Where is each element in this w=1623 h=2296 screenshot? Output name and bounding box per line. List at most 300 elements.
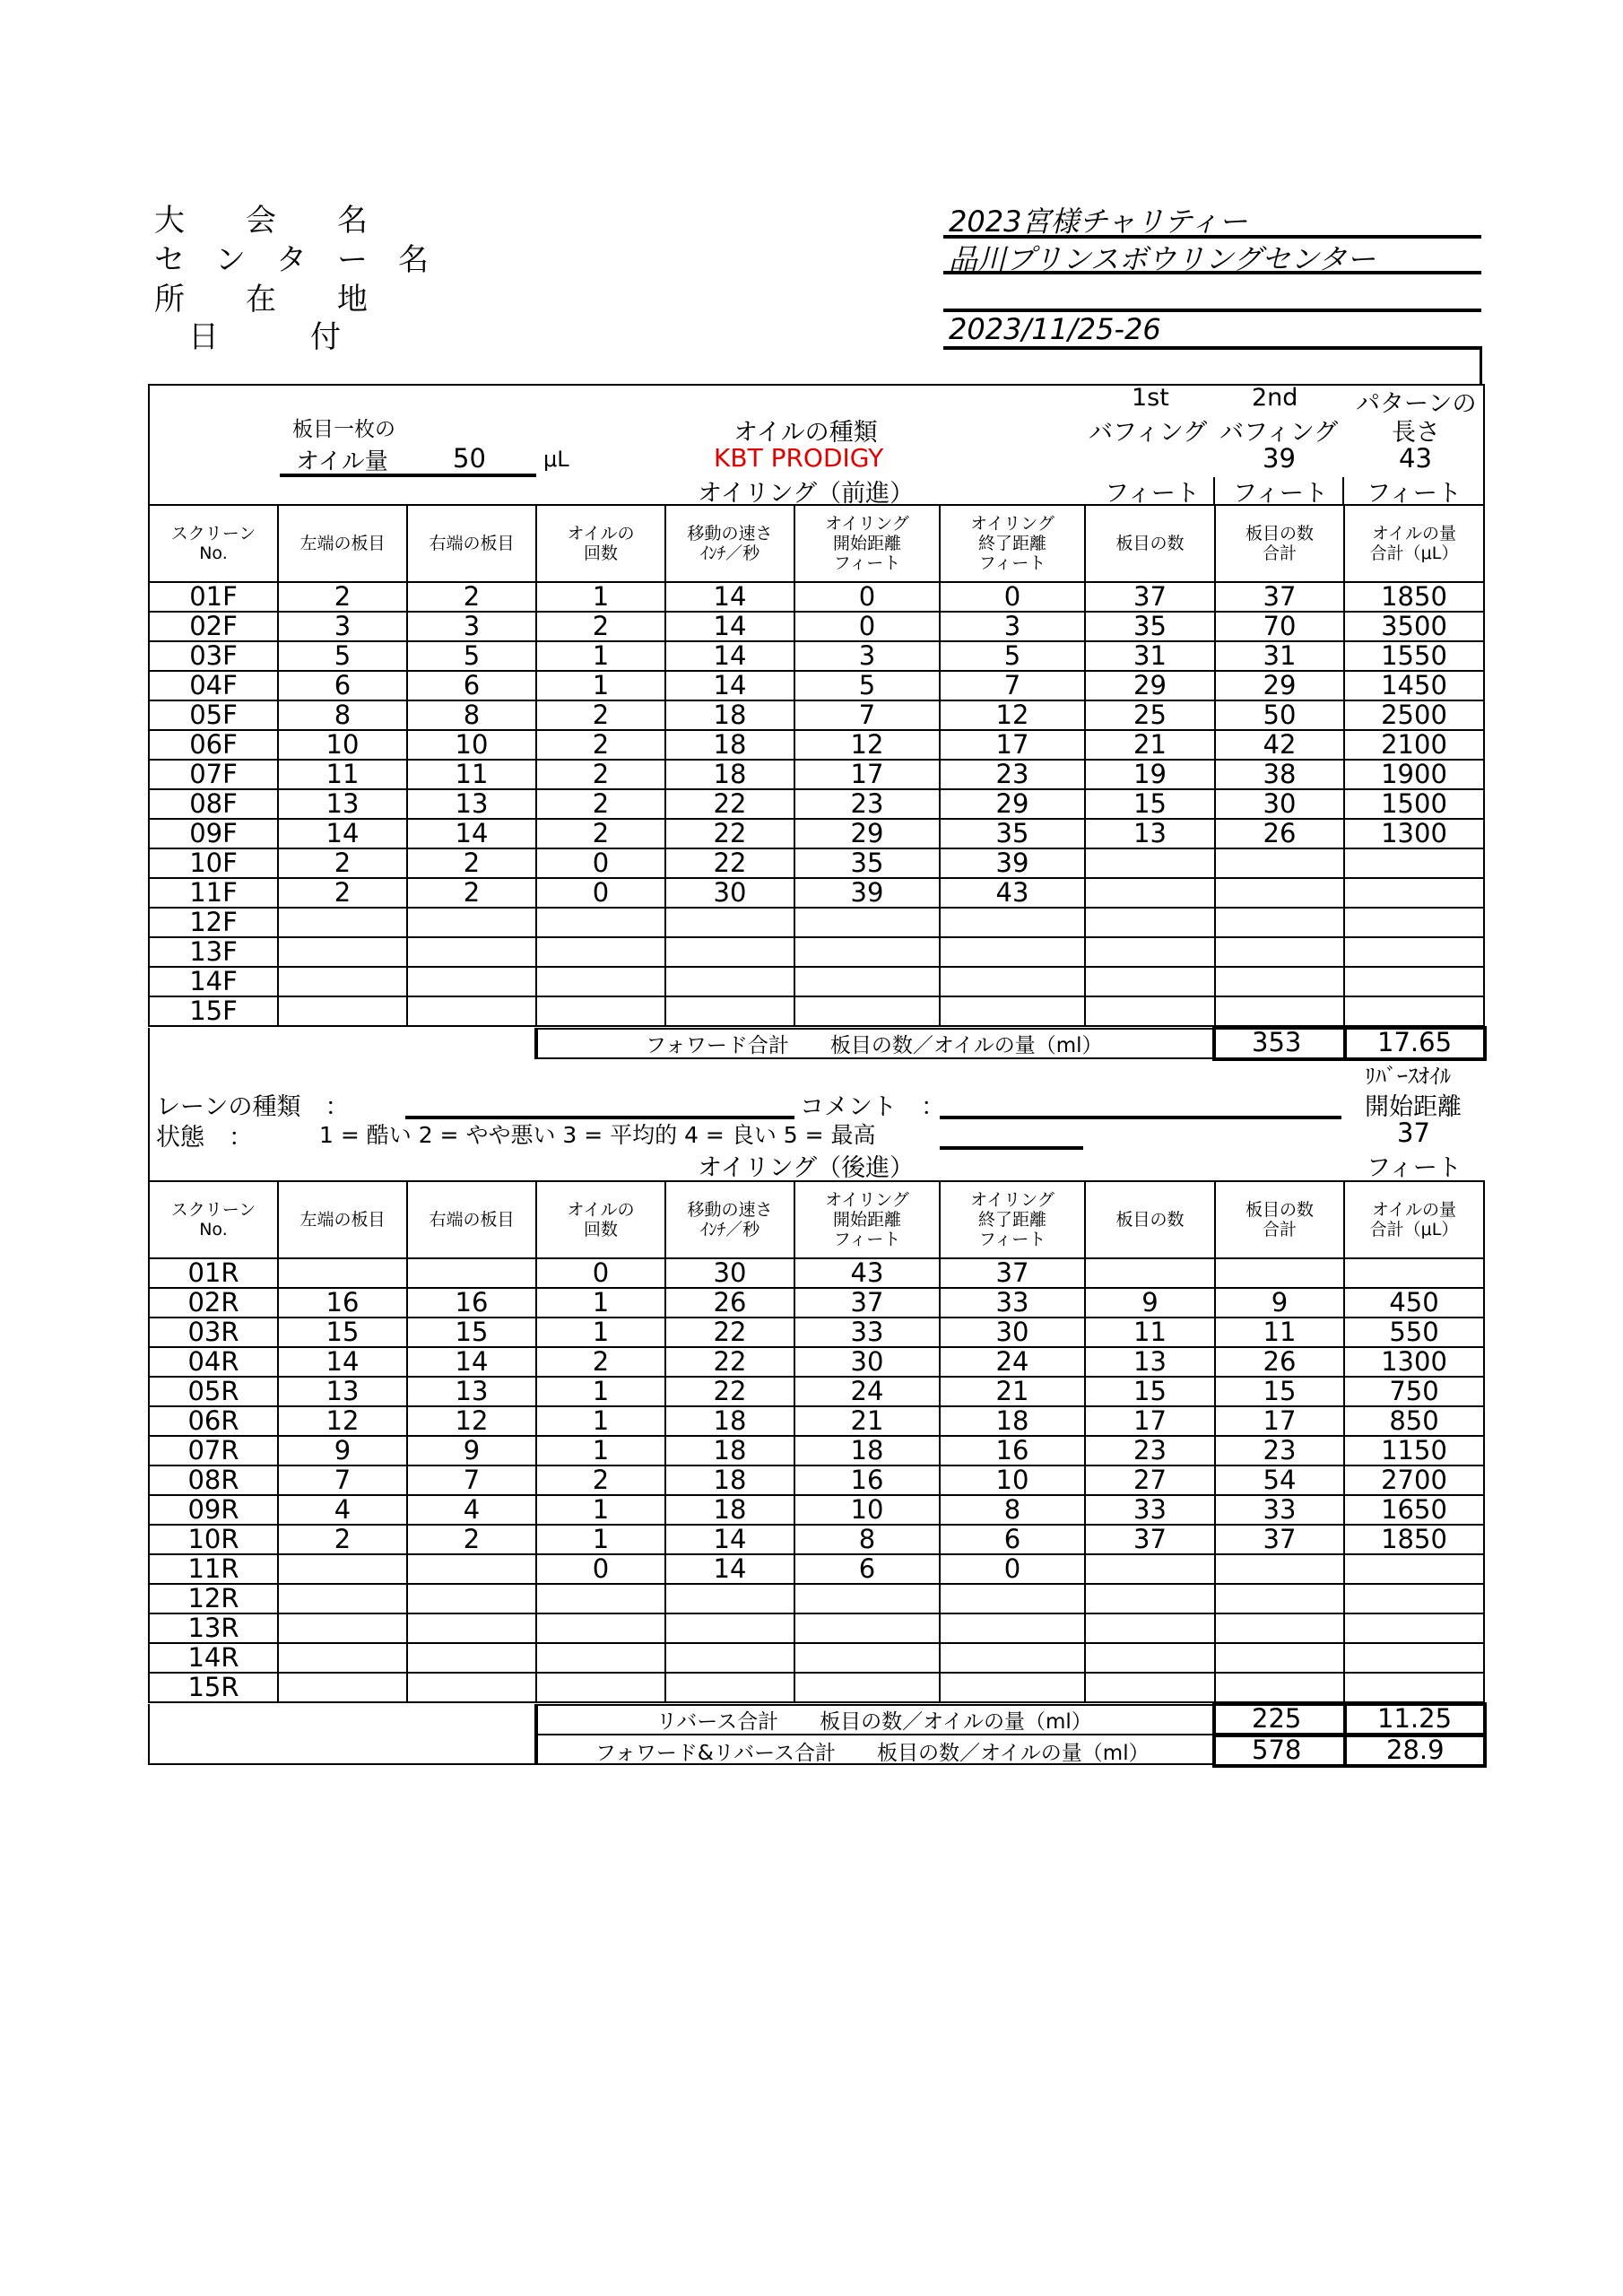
pattern-value: 43: [1399, 443, 1432, 474]
table-cell: [407, 1673, 536, 1702]
table-cell: 17: [940, 730, 1085, 760]
table-cell: 29: [1085, 671, 1215, 700]
table-cell: 7: [407, 1465, 536, 1495]
table-cell: 2: [278, 848, 407, 878]
column-header-line: 板目の数: [1115, 534, 1185, 553]
screen-number-cell: 04R: [149, 1347, 278, 1377]
table-cell: 15: [1085, 1377, 1215, 1406]
column-header: [794, 505, 940, 582]
table-cell: 2: [407, 848, 536, 878]
table-cell: [1215, 1584, 1344, 1613]
table-cell: 11: [278, 760, 407, 789]
table-row: [149, 612, 1484, 641]
table-cell: 21: [940, 1377, 1085, 1406]
condition-scale: 1 = 酷い 2 = やや悪い 3 = 平均的 4 = 良い 5 = 最高: [319, 1122, 876, 1148]
forward-column-header: [149, 505, 1484, 582]
table-cell: 14: [665, 612, 794, 641]
table-cell: 5: [407, 641, 536, 671]
screen-number-cell: 03R: [149, 1318, 278, 1347]
table-cell: [1215, 1673, 1344, 1702]
table-cell: [278, 1613, 407, 1643]
table-cell: [794, 937, 940, 967]
table-cell: [1344, 1643, 1484, 1673]
table-cell: 30: [940, 1318, 1085, 1347]
table-cell: [407, 1643, 536, 1673]
table-cell: [1344, 1554, 1484, 1584]
column-header-line: フィート: [833, 1230, 901, 1249]
table-cell: 13: [1085, 1347, 1215, 1377]
table-cell: 27: [1085, 1465, 1215, 1495]
screen-number-cell: 14F: [149, 967, 278, 996]
reverse-total-boards: 225: [1252, 1703, 1302, 1734]
middle-left-border: [148, 1057, 150, 1180]
screen-number-cell: 12R: [149, 1584, 278, 1613]
table-cell: 13: [407, 1377, 536, 1406]
table-cell: 2700: [1344, 1465, 1484, 1495]
table-cell: 18: [665, 730, 794, 760]
table-cell: 8: [278, 700, 407, 730]
table-cell: [407, 1584, 536, 1613]
forward-total-boards: 353: [1252, 1027, 1302, 1057]
table-cell: 450: [1344, 1288, 1484, 1318]
table-cell: [1215, 908, 1344, 937]
table-cell: 54: [1215, 1465, 1344, 1495]
table-cell: 1650: [1344, 1495, 1484, 1525]
table-cell: 4: [278, 1495, 407, 1525]
table-cell: 2: [536, 789, 665, 819]
column-header-line: 開始距離: [832, 534, 901, 553]
column-header-line: スクリーン: [170, 1200, 256, 1220]
buff2-label-b: バフィング: [1219, 419, 1339, 447]
column-header: [149, 1181, 278, 1258]
oil-amount-value: 50: [453, 443, 486, 474]
table-cell: [1344, 1584, 1484, 1613]
table-cell: 17: [794, 760, 940, 789]
reverse-total-left: [148, 1704, 538, 1765]
table-cell: [1085, 878, 1215, 908]
table-cell: [278, 937, 407, 967]
pattern-feet: フィート: [1367, 480, 1462, 508]
table-cell: [1344, 878, 1484, 908]
table-cell: 1: [536, 1288, 665, 1318]
table-cell: 37: [1215, 582, 1344, 612]
column-header-line: 右端の板目: [429, 1210, 515, 1230]
table-cell: 9: [407, 1436, 536, 1465]
table-cell: 26: [1215, 819, 1344, 848]
table-cell: 5: [794, 671, 940, 700]
screen-number-cell: 12F: [149, 908, 278, 937]
column-header-line: ｲﾝﾁ／秒: [699, 1220, 760, 1239]
oil-amount-unit: μL: [543, 447, 569, 472]
table-cell: 2: [536, 1465, 665, 1495]
table-cell: 30: [1215, 789, 1344, 819]
table-cell: 38: [1215, 760, 1344, 789]
table-cell: 25: [1085, 700, 1215, 730]
table-cell: 1850: [1344, 582, 1484, 612]
table-cell: 14: [665, 1525, 794, 1554]
forward-oiling-label: オイリング（前進）: [698, 480, 915, 508]
oil-amount-label: オイル量: [296, 448, 388, 475]
table-cell: 15: [278, 1318, 407, 1347]
oil-amount-underline: [280, 474, 536, 477]
pattern-label-b: 長さ: [1392, 419, 1440, 447]
table-cell: [665, 1613, 794, 1643]
table-cell: 2: [407, 1525, 536, 1554]
column-header-line: 合計: [1262, 1220, 1297, 1239]
table-cell: [1344, 848, 1484, 878]
table-cell: 2: [536, 760, 665, 789]
screen-number-cell: 03F: [149, 641, 278, 671]
table-cell: 14: [665, 671, 794, 700]
column-header-line: 合計（μL）: [1369, 544, 1459, 563]
table-cell: 24: [940, 1347, 1085, 1377]
table-cell: [1215, 848, 1344, 878]
screen-number-cell: 02F: [149, 612, 278, 641]
table-cell: [278, 908, 407, 937]
table-cell: [407, 996, 536, 1026]
column-header-line: 終了距離: [977, 534, 1046, 553]
table-cell: [1085, 1673, 1215, 1702]
buff2-feet: フィート: [1233, 480, 1328, 508]
table-cell: 2: [407, 878, 536, 908]
pattern-label-a: パターンの: [1356, 390, 1477, 418]
table-row: [149, 819, 1484, 848]
buff2-label-a: 2nd: [1252, 384, 1298, 412]
table-cell: [407, 1613, 536, 1643]
table-cell: 1450: [1344, 671, 1484, 700]
table-cell: 12: [407, 1406, 536, 1436]
condition-label: 状態 ：: [156, 1124, 253, 1152]
table-cell: [1215, 878, 1344, 908]
column-header: [794, 1181, 940, 1258]
table-cell: 18: [665, 760, 794, 789]
table-cell: [794, 967, 940, 996]
table-cell: 2: [407, 582, 536, 612]
table-cell: [536, 1643, 665, 1673]
table-cell: 18: [665, 700, 794, 730]
table-cell: 1550: [1344, 641, 1484, 671]
table-cell: [940, 937, 1085, 967]
table-row: [149, 1465, 1484, 1495]
table-cell: 1: [536, 1377, 665, 1406]
table-cell: 30: [665, 878, 794, 908]
screen-number-cell: 09F: [149, 819, 278, 848]
column-header: [407, 505, 536, 582]
table-cell: [1215, 1258, 1344, 1288]
column-header: [407, 1181, 536, 1258]
table-cell: 22: [665, 819, 794, 848]
screen-number-cell: 10R: [149, 1525, 278, 1554]
table-row: [149, 671, 1484, 700]
table-cell: 2: [536, 730, 665, 760]
column-header-line: 開始距離: [832, 1210, 901, 1230]
table-cell: 22: [665, 1318, 794, 1347]
column-header-line: No.: [199, 544, 228, 563]
date-underline: [943, 346, 1481, 350]
reverse-oil-label-a: ﾘﾊﾞｰｽｵｲﾙ: [1365, 1064, 1451, 1089]
table-row: [149, 1436, 1484, 1465]
table-cell: 35: [794, 848, 940, 878]
column-header-line: 左端の板目: [299, 534, 386, 553]
screen-number-cell: 14R: [149, 1643, 278, 1673]
table-cell: 26: [665, 1288, 794, 1318]
forward-total-oil: 17.65: [1377, 1027, 1453, 1057]
table-row: [149, 730, 1484, 760]
center-underline: [943, 271, 1481, 274]
location-label: 所 在 地: [154, 282, 368, 317]
table-cell: 29: [940, 789, 1085, 819]
table-cell: 1: [536, 1318, 665, 1347]
per-board-label: 板目一枚の: [292, 418, 395, 441]
table-cell: 50: [1215, 700, 1344, 730]
column-header-line: フィート: [978, 1230, 1046, 1249]
table-cell: [794, 1584, 940, 1613]
column-header-line: オイリング: [825, 1190, 909, 1210]
table-cell: [940, 908, 1085, 937]
screen-number-cell: 08R: [149, 1465, 278, 1495]
table-cell: 13: [407, 789, 536, 819]
reverse-total-oil: 11.25: [1377, 1703, 1453, 1734]
table-row: [149, 1318, 1484, 1347]
table-cell: [278, 996, 407, 1026]
table-cell: 1: [536, 582, 665, 612]
screen-number-cell: 13F: [149, 937, 278, 967]
table-cell: 3: [940, 612, 1085, 641]
table-cell: 19: [1085, 760, 1215, 789]
table-cell: [407, 1258, 536, 1288]
column-header-line: オイリング: [825, 514, 909, 534]
reverse-oil-label-b: 開始距離: [1365, 1093, 1462, 1121]
table-cell: 0: [536, 1258, 665, 1288]
table-cell: 17: [1215, 1406, 1344, 1436]
table-cell: 1850: [1344, 1525, 1484, 1554]
reverse-oil-feet: フィート: [1367, 1154, 1462, 1182]
table-cell: 5: [940, 641, 1085, 671]
table-cell: 33: [794, 1318, 940, 1347]
table-cell: 26: [1215, 1347, 1344, 1377]
table-cell: 1500: [1344, 789, 1484, 819]
table-cell: 37: [1085, 1525, 1215, 1554]
table-cell: 2: [278, 582, 407, 612]
table-cell: 35: [1085, 612, 1215, 641]
table-row: [149, 908, 1484, 937]
table-cell: 13: [278, 789, 407, 819]
screen-number-cell: 11R: [149, 1554, 278, 1584]
table-cell: 9: [1215, 1288, 1344, 1318]
table-cell: 1150: [1344, 1436, 1484, 1465]
table-cell: 8: [794, 1525, 940, 1554]
table-cell: 43: [940, 878, 1085, 908]
table-cell: [665, 1643, 794, 1673]
screen-number-cell: 05R: [149, 1377, 278, 1406]
column-header-line: オイルの量: [1371, 1200, 1457, 1220]
table-cell: 35: [940, 819, 1085, 848]
table-row: [149, 1406, 1484, 1436]
buff1-feet: フィート: [1105, 480, 1200, 508]
reverse-column-header: [149, 1181, 1484, 1258]
column-header: [536, 505, 665, 582]
comment-underline-1: [940, 1116, 1341, 1119]
screen-number-cell: 15R: [149, 1673, 278, 1702]
table-cell: 70: [1215, 612, 1344, 641]
forward-table: [148, 504, 1485, 1027]
table-cell: 18: [665, 1436, 794, 1465]
forward-total-label: フォワード合計 板目の数／オイルの量（ml）: [646, 1034, 1103, 1057]
table-cell: [1344, 1613, 1484, 1643]
table-cell: [536, 937, 665, 967]
table-cell: 14: [407, 819, 536, 848]
table-cell: [940, 1673, 1085, 1702]
screen-number-cell: 01R: [149, 1258, 278, 1288]
screen-number-cell: 07F: [149, 760, 278, 789]
table-cell: 11: [1085, 1318, 1215, 1347]
table-cell: 16: [278, 1288, 407, 1318]
table-cell: 29: [794, 819, 940, 848]
table-cell: 14: [665, 582, 794, 612]
oil-type-value: KBT PRODIGY: [714, 443, 884, 473]
table-cell: [665, 1673, 794, 1702]
table-cell: 1300: [1344, 819, 1484, 848]
table-cell: 37: [1085, 582, 1215, 612]
screen-number-cell: 06F: [149, 730, 278, 760]
table-cell: [1085, 1554, 1215, 1584]
table-cell: [794, 1613, 940, 1643]
comment-label: コメント ：: [800, 1093, 945, 1121]
tournament-name: 2023宮様チャリティー: [949, 204, 1248, 239]
table-cell: 0: [794, 612, 940, 641]
screen-number-cell: 13R: [149, 1613, 278, 1643]
table-cell: 14: [665, 1554, 794, 1584]
table-cell: [1085, 1584, 1215, 1613]
screen-number-cell: 01F: [149, 582, 278, 612]
table-cell: 18: [665, 1495, 794, 1525]
date-label: 日 付: [188, 319, 341, 355]
table-cell: 14: [407, 1347, 536, 1377]
column-header-line: フィート: [833, 553, 901, 573]
table-cell: 30: [794, 1347, 940, 1377]
table-cell: 43: [794, 1258, 940, 1288]
table-cell: 22: [665, 789, 794, 819]
table-cell: 9: [1085, 1288, 1215, 1318]
column-header-line: 左端の板目: [299, 1210, 386, 1230]
table-cell: 550: [1344, 1318, 1484, 1347]
table-cell: 22: [665, 848, 794, 878]
table-cell: 42: [1215, 730, 1344, 760]
table-cell: 1: [536, 1525, 665, 1554]
column-header-line: 回数: [583, 1220, 618, 1239]
table-cell: 3500: [1344, 612, 1484, 641]
table-cell: 2: [536, 700, 665, 730]
table-cell: 0: [536, 878, 665, 908]
table-cell: 39: [794, 878, 940, 908]
table-cell: 22: [665, 1347, 794, 1377]
table-cell: [536, 908, 665, 937]
table-cell: 2500: [1344, 700, 1484, 730]
table-cell: 750: [1344, 1377, 1484, 1406]
table-cell: 7: [278, 1465, 407, 1495]
table-cell: 23: [940, 760, 1085, 789]
table-cell: 15: [1215, 1377, 1344, 1406]
table-cell: 12: [278, 1406, 407, 1436]
table-cell: 6: [940, 1525, 1085, 1554]
table-cell: 16: [940, 1436, 1085, 1465]
screen-number-cell: 15F: [149, 996, 278, 1026]
table-cell: 1: [536, 1406, 665, 1436]
table-cell: 1300: [1344, 1347, 1484, 1377]
grand-total-boards: 578: [1252, 1735, 1302, 1765]
column-header: [278, 505, 407, 582]
table-cell: 29: [1215, 671, 1344, 700]
table-row: [149, 760, 1484, 789]
table-row: [149, 967, 1484, 996]
column-header-line: 回数: [583, 544, 618, 563]
table-cell: [1215, 967, 1344, 996]
table-cell: 16: [407, 1288, 536, 1318]
table-row: [149, 1643, 1484, 1673]
table-cell: 15: [1085, 789, 1215, 819]
screen-number-cell: 02R: [149, 1288, 278, 1318]
screen-number-cell: 06R: [149, 1406, 278, 1436]
buff2-value: 39: [1263, 443, 1296, 474]
table-cell: [1215, 1613, 1344, 1643]
table-cell: [940, 996, 1085, 1026]
table-cell: 3: [794, 641, 940, 671]
column-header: [1344, 505, 1484, 582]
table-row: [149, 937, 1484, 967]
table-cell: 12: [940, 700, 1085, 730]
table-cell: 850: [1344, 1406, 1484, 1436]
date-box-right-edge: [1480, 346, 1482, 384]
column-header: [940, 1181, 1085, 1258]
table-cell: 23: [794, 789, 940, 819]
table-row: [149, 878, 1484, 908]
table-cell: 23: [1085, 1436, 1215, 1465]
table-cell: 11: [1215, 1318, 1344, 1347]
table-cell: [940, 967, 1085, 996]
table-cell: 10: [278, 730, 407, 760]
table-cell: 1: [536, 1436, 665, 1465]
table-cell: 2: [278, 878, 407, 908]
table-cell: 2: [278, 1525, 407, 1554]
column-header-line: 板目の数: [1245, 524, 1314, 544]
table-cell: 1: [536, 641, 665, 671]
table-cell: [940, 1584, 1085, 1613]
table-cell: 37: [794, 1288, 940, 1318]
table-cell: 15: [407, 1318, 536, 1347]
buff-divider-1: [1213, 477, 1215, 504]
table-cell: 23: [1215, 1436, 1344, 1465]
table-cell: 4: [407, 1495, 536, 1525]
table-cell: [407, 908, 536, 937]
column-header-line: 板目の数: [1115, 1210, 1185, 1230]
column-header: [1085, 1181, 1215, 1258]
table-cell: 10: [794, 1495, 940, 1525]
table-cell: [407, 967, 536, 996]
column-header-line: 移動の速さ: [687, 1200, 773, 1220]
table-cell: 3: [407, 612, 536, 641]
buff1-label-a: 1st: [1132, 384, 1169, 412]
table-cell: [1085, 1613, 1215, 1643]
table-cell: [536, 1613, 665, 1643]
table-cell: 31: [1085, 641, 1215, 671]
column-header-line: 移動の速さ: [687, 524, 773, 544]
column-header-line: 終了距離: [977, 1210, 1046, 1230]
table-cell: [1215, 996, 1344, 1026]
table-cell: 6: [278, 671, 407, 700]
column-header-line: ｲﾝﾁ／秒: [699, 544, 760, 563]
column-header-line: No.: [199, 1220, 228, 1239]
table-cell: 7: [940, 671, 1085, 700]
